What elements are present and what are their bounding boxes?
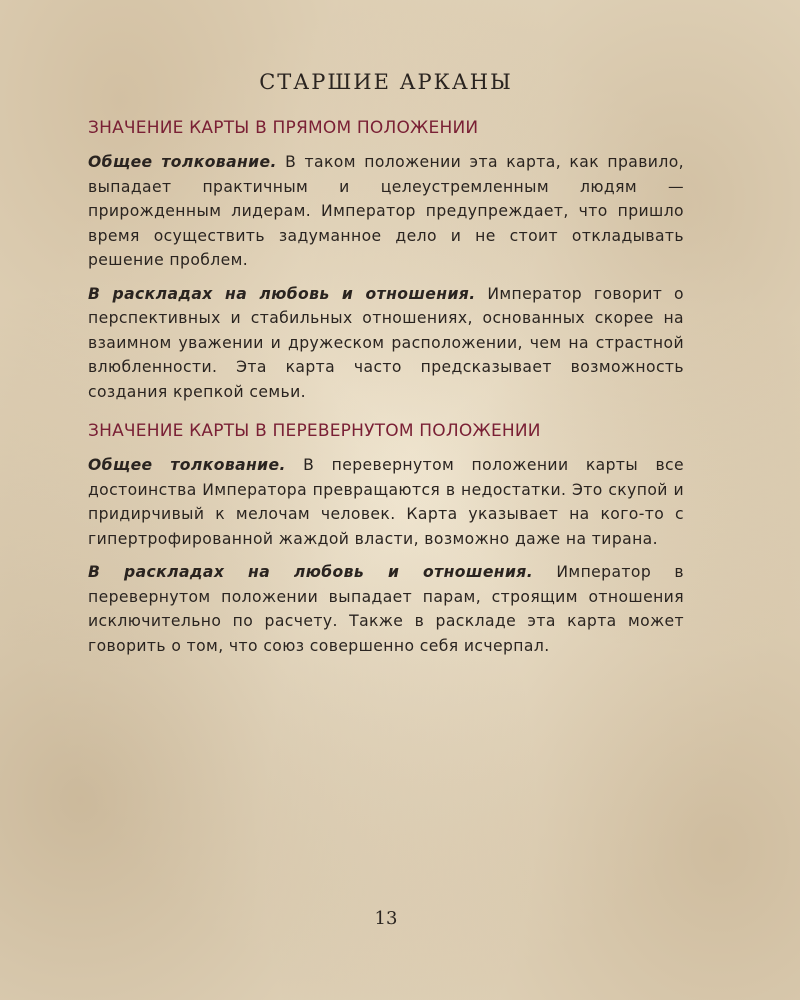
paragraph-lead: В раскладах на любовь и отношения.: [88, 284, 476, 303]
page-number: 13: [374, 908, 398, 929]
book-page: [88, 60, 684, 960]
paragraph-lead: Общее толкование.: [88, 456, 286, 474]
paragraph-text: В таком положении эта карта, как правило, выпадает практичным и целеустремленным людям — прирожденным лидерам. Император предупреждает, что пришло время осуществить задуманное дело и не стоит откладывать решение проблем.: [88, 153, 684, 269]
paragraph-reversed-general: [88, 453, 684, 551]
paragraph-lead: В раскладах на любовь и отношения.: [88, 563, 534, 581]
section-heading-reversed: ЗНАЧЕНИЕ КАРТЫ В ПЕРЕВЕРНУТОМ ПОЛОЖЕНИИ: [88, 421, 541, 441]
running-head: СТАРШИЕ АРКАНЫ: [259, 70, 513, 94]
paragraph-upright-general: [88, 150, 684, 273]
paragraph-text: В перевернутом положении карты все достоинства Императора превращаются в недостатки. Это скупой и придирчивый к мелочам человек. Карта указывает на кого-то с гипертрофированной жаждой власти, возможно даже на тирана.: [88, 456, 684, 548]
paragraph-text: Император в перевернутом положении выпадает парам, строящим отношения исключительно по расчету. Также в раскладе эта карта может говорить о том, что союз совершенно себя исчерпал.: [88, 563, 685, 655]
paragraph-reversed-love: [88, 560, 684, 658]
section-reversed: [88, 421, 684, 658]
section-heading-upright: ЗНАЧЕНИЕ КАРТЫ В ПРЯМОМ ПОЛОЖЕНИИ: [88, 118, 479, 138]
paragraph-text: Император говорит о перспективных и стабильных отношениях, основанных скорее на взаимном уважении и дружеском расположении, чем на страстной влюбленности. Эта карта часто предсказывает возможность создания крепкой семьи.: [88, 284, 684, 401]
paragraph-upright-love: [88, 282, 684, 405]
paragraph-lead: Общее толкование.: [88, 153, 277, 171]
section-upright: [88, 118, 684, 404]
